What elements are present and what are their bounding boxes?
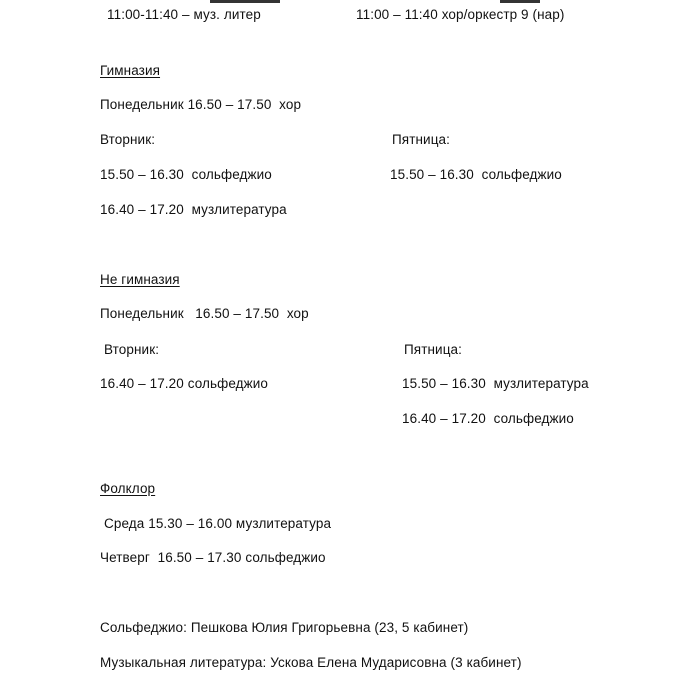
solfeggio-teacher: Сольфеджио: Пешкова Юлия Григорьевна (23, 5 кабинет) [100, 620, 469, 635]
top-left-schedule-line: 11:00-11:40 – муз. литер [107, 7, 261, 22]
non-gymnasium-friday-lesson-1: 15.50 – 16.30 музлитература [402, 376, 589, 391]
non-gymnasium-heading: Не гимназия [100, 272, 180, 287]
non-gymnasium-friday-lesson-2: 16.40 – 17.20 сольфеджио [402, 411, 574, 426]
gymnasium-heading: Гимназия [100, 63, 161, 78]
gymnasium-tuesday-label: Вторник: [100, 132, 156, 147]
gymnasium-friday-lesson-1: 15.50 – 16.30 сольфеджио [390, 167, 562, 182]
music-literature-teacher: Музыкальная литература: Ускова Елена Мударисовна (3 кабинет) [100, 655, 522, 670]
non-gymnasium-friday-label: Пятница: [404, 342, 462, 357]
gymnasium-friday-label: Пятница: [392, 132, 450, 147]
gymnasium-tuesday-lesson-2: 16.40 – 17.20 музлитература [100, 202, 287, 217]
folklore-wednesday: Среда 15.30 – 16.00 музлитература [104, 516, 332, 531]
gymnasium-tuesday-lesson-1: 15.50 – 16.30 сольфеджио [100, 167, 272, 182]
top-right-schedule-line: 11:00 – 11:40 хор/оркестр 9 (нар) [356, 7, 565, 22]
cut-off-text-fragment [500, 0, 540, 3]
non-gymnasium-tuesday-label: Вторник: [104, 342, 160, 357]
folklore-heading: Фолклор [100, 481, 156, 496]
non-gymnasium-tuesday-lesson-1: 16.40 – 17.20 сольфеджио [100, 376, 269, 391]
non-gymnasium-monday: Понедельник 16.50 – 17.50 хор [100, 306, 309, 321]
folklore-thursday: Четверг 16.50 – 17.30 сольфеджио [100, 550, 326, 565]
cut-off-text-fragment [210, 0, 280, 3]
gymnasium-monday: Понедельник 16.50 – 17.50 хор [100, 97, 302, 112]
